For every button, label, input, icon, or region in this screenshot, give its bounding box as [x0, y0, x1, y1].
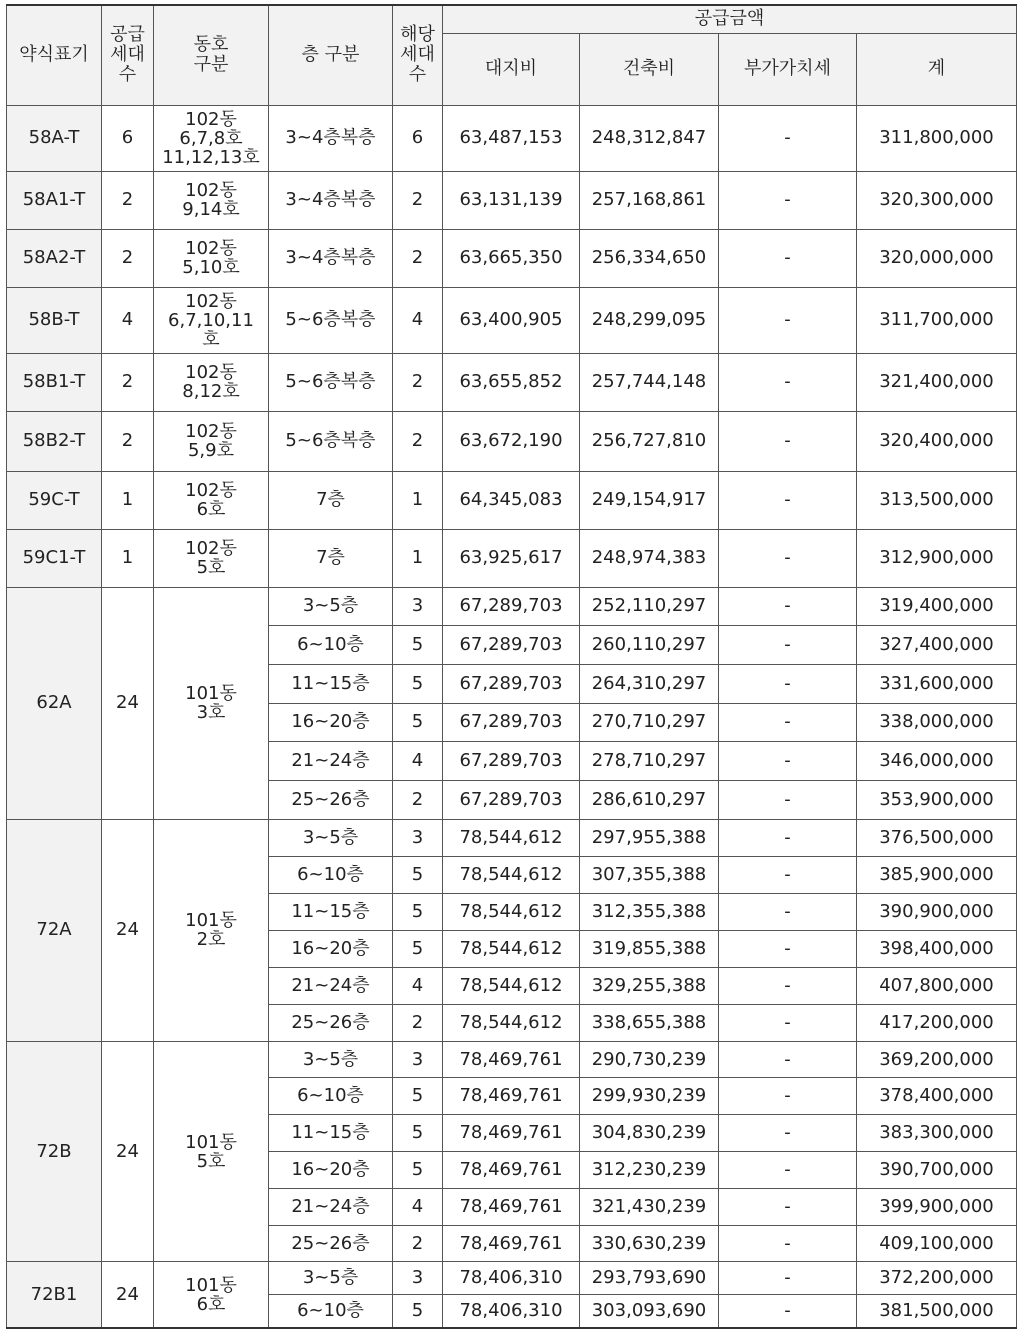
unit-count-cell: 2 [393, 229, 443, 287]
unit-count-cell: 5 [393, 664, 443, 703]
total-cell: 381,500,000 [857, 1295, 1017, 1328]
total-cell: 319,400,000 [857, 587, 1017, 626]
land-cost-cell: 64,345,083 [443, 471, 580, 529]
vat-cell: - [719, 287, 857, 353]
building-cost-cell: 297,955,388 [580, 819, 719, 856]
land-cost-cell: 78,469,761 [443, 1225, 580, 1262]
vat-cell: - [719, 471, 857, 529]
type-cell: 59C1-T [7, 529, 102, 587]
unit-count-cell: 5 [393, 856, 443, 893]
table-row [7, 587, 1017, 626]
floor-cell: 5~6층복층 [269, 287, 393, 353]
land-cost-cell: 78,469,761 [443, 1078, 580, 1115]
dongho-cell: 101동 3호 [154, 587, 269, 819]
table-row [7, 819, 1017, 856]
total-cell: 313,500,000 [857, 471, 1017, 529]
building-cost-cell: 338,655,388 [580, 1004, 719, 1041]
supply-count-cell: 24 [102, 1041, 154, 1262]
land-cost-cell: 78,469,761 [443, 1115, 580, 1152]
dongho-cell: 102동 6호 [154, 471, 269, 529]
supply-count-cell: 2 [102, 411, 154, 471]
dongho-cell: 101동 5호 [154, 1041, 269, 1262]
floor-cell: 16~20층 [269, 1152, 393, 1189]
building-cost-cell: 248,299,095 [580, 287, 719, 353]
unit-count-cell: 2 [393, 780, 443, 819]
total-cell: 407,800,000 [857, 967, 1017, 1004]
building-cost-cell: 260,110,297 [580, 626, 719, 665]
vat-cell: - [719, 742, 857, 781]
supply-count-cell: 1 [102, 529, 154, 587]
land-cost-cell: 67,289,703 [443, 742, 580, 781]
building-cost-cell: 330,630,239 [580, 1225, 719, 1262]
header-dongho: 동호 구분 [154, 5, 269, 105]
total-cell: 390,700,000 [857, 1152, 1017, 1189]
land-cost-cell: 78,544,612 [443, 856, 580, 893]
dongho-cell: 101동 6호 [154, 1262, 269, 1328]
building-cost-cell: 307,355,388 [580, 856, 719, 893]
building-cost-cell: 264,310,297 [580, 664, 719, 703]
floor-cell: 11~15층 [269, 893, 393, 930]
building-cost-cell: 286,610,297 [580, 780, 719, 819]
header-vat: 부가가치세 [719, 33, 857, 105]
table-row [7, 471, 1017, 529]
building-cost-cell: 248,974,383 [580, 529, 719, 587]
vat-cell: - [719, 353, 857, 411]
table-row [7, 1041, 1017, 1078]
vat-cell: - [719, 1041, 857, 1078]
total-cell: 320,400,000 [857, 411, 1017, 471]
supply-count-cell: 2 [102, 171, 154, 229]
unit-count-cell: 5 [393, 930, 443, 967]
header-supply-count: 공급 세대 수 [102, 5, 154, 105]
floor-cell: 21~24층 [269, 967, 393, 1004]
vat-cell: - [719, 1078, 857, 1115]
table-row [7, 105, 1017, 171]
type-cell: 62A [7, 587, 102, 819]
total-cell: 383,300,000 [857, 1115, 1017, 1152]
building-cost-cell: 329,255,388 [580, 967, 719, 1004]
unit-count-cell: 5 [393, 626, 443, 665]
land-cost-cell: 78,469,761 [443, 1188, 580, 1225]
total-cell: 321,400,000 [857, 353, 1017, 411]
supply-count-cell: 4 [102, 287, 154, 353]
land-cost-cell: 78,544,612 [443, 967, 580, 1004]
vat-cell: - [719, 587, 857, 626]
header-total: 계 [857, 33, 1017, 105]
floor-cell: 3~5층 [269, 819, 393, 856]
unit-count-cell: 4 [393, 1188, 443, 1225]
unit-count-cell: 1 [393, 529, 443, 587]
total-cell: 311,800,000 [857, 105, 1017, 171]
land-cost-cell: 78,544,612 [443, 819, 580, 856]
dongho-cell: 102동 6,7,10,11 호 [154, 287, 269, 353]
total-cell: 353,900,000 [857, 780, 1017, 819]
unit-count-cell: 4 [393, 742, 443, 781]
type-cell: 58A2-T [7, 229, 102, 287]
unit-count-cell: 4 [393, 287, 443, 353]
building-cost-cell: 249,154,917 [580, 471, 719, 529]
unit-count-cell: 5 [393, 893, 443, 930]
table-body [7, 105, 1017, 1328]
total-cell: 312,900,000 [857, 529, 1017, 587]
total-cell: 372,200,000 [857, 1262, 1017, 1295]
supply-count-cell: 1 [102, 471, 154, 529]
unit-count-cell: 2 [393, 411, 443, 471]
type-cell: 72B1 [7, 1262, 102, 1328]
vat-cell: - [719, 1225, 857, 1262]
floor-cell: 6~10층 [269, 626, 393, 665]
floor-cell: 3~4층복층 [269, 105, 393, 171]
type-cell: 58B-T [7, 287, 102, 353]
building-cost-cell: 257,744,148 [580, 353, 719, 411]
total-cell: 376,500,000 [857, 819, 1017, 856]
land-cost-cell: 67,289,703 [443, 664, 580, 703]
building-cost-cell: 257,168,861 [580, 171, 719, 229]
vat-cell: - [719, 780, 857, 819]
supply-count-cell: 6 [102, 105, 154, 171]
dongho-cell: 101동 2호 [154, 819, 269, 1041]
unit-count-cell: 3 [393, 1262, 443, 1295]
vat-cell: - [719, 529, 857, 587]
table-row [7, 529, 1017, 587]
land-cost-cell: 63,487,153 [443, 105, 580, 171]
vat-cell: - [719, 1188, 857, 1225]
land-cost-cell: 67,289,703 [443, 703, 580, 742]
floor-cell: 21~24층 [269, 1188, 393, 1225]
land-cost-cell: 63,131,139 [443, 171, 580, 229]
floor-cell: 5~6층복층 [269, 411, 393, 471]
building-cost-cell: 252,110,297 [580, 587, 719, 626]
land-cost-cell: 63,672,190 [443, 411, 580, 471]
dongho-cell: 102동 5호 [154, 529, 269, 587]
unit-count-cell: 5 [393, 1152, 443, 1189]
land-cost-cell: 67,289,703 [443, 780, 580, 819]
header-unit-count: 해당 세대 수 [393, 5, 443, 105]
land-cost-cell: 63,400,905 [443, 287, 580, 353]
type-cell: 58B1-T [7, 353, 102, 411]
dongho-cell: 102동 8,12호 [154, 353, 269, 411]
total-cell: 338,000,000 [857, 703, 1017, 742]
unit-count-cell: 4 [393, 967, 443, 1004]
vat-cell: - [719, 893, 857, 930]
supply-count-cell: 24 [102, 587, 154, 819]
dongho-cell: 102동 5,9호 [154, 411, 269, 471]
building-cost-cell: 303,093,690 [580, 1295, 719, 1328]
floor-cell: 5~6층복층 [269, 353, 393, 411]
land-cost-cell: 78,544,612 [443, 1004, 580, 1041]
supply-count-cell: 2 [102, 229, 154, 287]
floor-cell: 7층 [269, 529, 393, 587]
building-cost-cell: 256,334,650 [580, 229, 719, 287]
building-cost-cell: 312,230,239 [580, 1152, 719, 1189]
vat-cell: - [719, 411, 857, 471]
vat-cell: - [719, 930, 857, 967]
vat-cell: - [719, 1115, 857, 1152]
floor-cell: 16~20층 [269, 930, 393, 967]
floor-cell: 6~10층 [269, 1295, 393, 1328]
header-land: 대지비 [443, 33, 580, 105]
unit-count-cell: 6 [393, 105, 443, 171]
building-cost-cell: 270,710,297 [580, 703, 719, 742]
unit-count-cell: 2 [393, 1225, 443, 1262]
floor-cell: 7층 [269, 471, 393, 529]
building-cost-cell: 290,730,239 [580, 1041, 719, 1078]
type-cell: 72A [7, 819, 102, 1041]
floor-cell: 25~26층 [269, 1004, 393, 1041]
dongho-cell: 102동 9,14호 [154, 171, 269, 229]
total-cell: 320,300,000 [857, 171, 1017, 229]
table-row [7, 1262, 1017, 1295]
land-cost-cell: 78,544,612 [443, 930, 580, 967]
floor-cell: 25~26층 [269, 1225, 393, 1262]
total-cell: 378,400,000 [857, 1078, 1017, 1115]
building-cost-cell: 319,855,388 [580, 930, 719, 967]
supply-count-cell: 2 [102, 353, 154, 411]
table-row [7, 229, 1017, 287]
building-cost-cell: 321,430,239 [580, 1188, 719, 1225]
building-cost-cell: 256,727,810 [580, 411, 719, 471]
vat-cell: - [719, 1004, 857, 1041]
floor-cell: 16~20층 [269, 703, 393, 742]
land-cost-cell: 67,289,703 [443, 587, 580, 626]
building-cost-cell: 278,710,297 [580, 742, 719, 781]
unit-count-cell: 5 [393, 703, 443, 742]
unit-count-cell: 1 [393, 471, 443, 529]
vat-cell: - [719, 229, 857, 287]
building-cost-cell: 248,312,847 [580, 105, 719, 171]
unit-count-cell: 3 [393, 587, 443, 626]
building-cost-cell: 299,930,239 [580, 1078, 719, 1115]
vat-cell: - [719, 1152, 857, 1189]
total-cell: 409,100,000 [857, 1225, 1017, 1262]
vat-cell: - [719, 1295, 857, 1328]
floor-cell: 3~4층복층 [269, 171, 393, 229]
total-cell: 320,000,000 [857, 229, 1017, 287]
unit-count-cell: 5 [393, 1115, 443, 1152]
type-cell: 58A1-T [7, 171, 102, 229]
vat-cell: - [719, 105, 857, 171]
land-cost-cell: 78,469,761 [443, 1152, 580, 1189]
total-cell: 385,900,000 [857, 856, 1017, 893]
dongho-cell: 102동 5,10호 [154, 229, 269, 287]
total-cell: 327,400,000 [857, 626, 1017, 665]
vat-cell: - [719, 856, 857, 893]
land-cost-cell: 63,925,617 [443, 529, 580, 587]
header-building: 건축비 [580, 33, 719, 105]
type-cell: 59C-T [7, 471, 102, 529]
vat-cell: - [719, 171, 857, 229]
table-row [7, 287, 1017, 353]
unit-count-cell: 2 [393, 1004, 443, 1041]
table-row [7, 353, 1017, 411]
header-floor: 층 구분 [269, 5, 393, 105]
type-cell: 58A-T [7, 105, 102, 171]
total-cell: 398,400,000 [857, 930, 1017, 967]
total-cell: 331,600,000 [857, 664, 1017, 703]
land-cost-cell: 78,469,761 [443, 1041, 580, 1078]
unit-count-cell: 2 [393, 353, 443, 411]
type-cell: 72B [7, 1041, 102, 1262]
total-cell: 390,900,000 [857, 893, 1017, 930]
total-cell: 311,700,000 [857, 287, 1017, 353]
floor-cell: 3~4층복층 [269, 229, 393, 287]
floor-cell: 21~24층 [269, 742, 393, 781]
floor-cell: 11~15층 [269, 1115, 393, 1152]
unit-count-cell: 5 [393, 1295, 443, 1328]
unit-count-cell: 3 [393, 1041, 443, 1078]
total-cell: 346,000,000 [857, 742, 1017, 781]
land-cost-cell: 63,665,350 [443, 229, 580, 287]
vat-cell: - [719, 819, 857, 856]
land-cost-cell: 67,289,703 [443, 626, 580, 665]
dongho-cell: 102동 6,7,8호 11,12,13호 [154, 105, 269, 171]
land-cost-cell: 78,406,310 [443, 1295, 580, 1328]
supply-count-cell: 24 [102, 819, 154, 1041]
unit-count-cell: 3 [393, 819, 443, 856]
vat-cell: - [719, 664, 857, 703]
type-cell: 58B2-T [7, 411, 102, 471]
total-cell: 369,200,000 [857, 1041, 1017, 1078]
floor-cell: 3~5층 [269, 1262, 393, 1295]
table-row [7, 411, 1017, 471]
land-cost-cell: 78,544,612 [443, 893, 580, 930]
vat-cell: - [719, 1262, 857, 1295]
unit-count-cell: 5 [393, 1078, 443, 1115]
floor-cell: 6~10층 [269, 1078, 393, 1115]
building-cost-cell: 304,830,239 [580, 1115, 719, 1152]
vat-cell: - [719, 626, 857, 665]
supply-count-cell: 24 [102, 1262, 154, 1328]
floor-cell: 11~15층 [269, 664, 393, 703]
land-cost-cell: 78,406,310 [443, 1262, 580, 1295]
floor-cell: 3~5층 [269, 587, 393, 626]
supply-price-table [6, 4, 1017, 1329]
building-cost-cell: 312,355,388 [580, 893, 719, 930]
floor-cell: 6~10층 [269, 856, 393, 893]
total-cell: 417,200,000 [857, 1004, 1017, 1041]
header-supply-price: 공급금액 [443, 5, 1017, 33]
total-cell: 399,900,000 [857, 1188, 1017, 1225]
header-type: 약식표기 [7, 5, 102, 105]
floor-cell: 3~5층 [269, 1041, 393, 1078]
floor-cell: 25~26층 [269, 780, 393, 819]
table-row [7, 171, 1017, 229]
vat-cell: - [719, 703, 857, 742]
building-cost-cell: 293,793,690 [580, 1262, 719, 1295]
table-header [7, 5, 1017, 105]
unit-count-cell: 2 [393, 171, 443, 229]
vat-cell: - [719, 967, 857, 1004]
land-cost-cell: 63,655,852 [443, 353, 580, 411]
